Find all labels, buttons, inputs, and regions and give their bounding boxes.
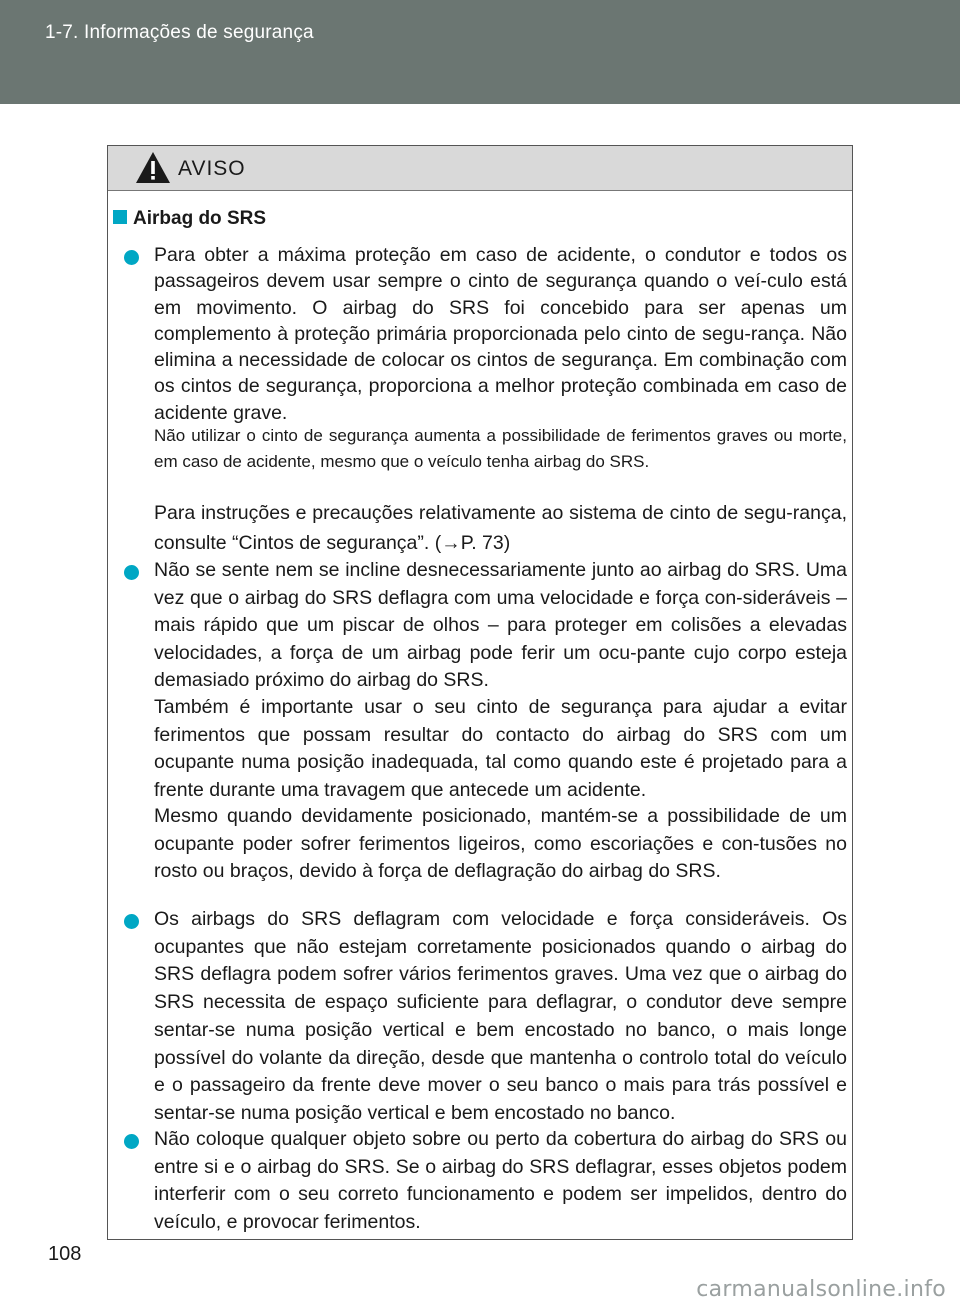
section-title: 1-7. Informações de segurança — [45, 22, 314, 43]
bullet-icon — [124, 565, 139, 580]
page-number: 108 — [48, 1243, 82, 1265]
page-header — [0, 0, 960, 104]
paragraph-6: Mesmo quando devidamente posicionado, mantém-se a possibilidade de um ocupante poder sofrer ferimentos ligeiros, como escoriações e con-tusões no rosto ou braços, devido à força de deflagração do airbag do SRS. — [154, 805, 847, 882]
warning-header — [108, 146, 852, 191]
square-bullet-icon — [113, 210, 127, 224]
subheading-text: Airbag do SRS — [133, 208, 267, 229]
paragraph-4: Não se sente nem se incline desnecessariamente junto ao airbag do SRS. Uma vez que o airbag do SRS deflagra com uma velocidade e força con-sideráveis – mais rápido que um piscar de olhos – para proteger em colisões a elevadas velocidades, a força de um airbag pode ferir um ocu-pante cujo corpo esteja demasiado próximo do airbag do SRS. — [154, 559, 847, 691]
warning-label: AVISO — [178, 157, 246, 180]
paragraph-2: Não utilizar o cinto de segurança aumenta a possibilidade de ferimentos graves ou morte, em caso de acidente, mesmo que o veículo tenha airbag do SRS. — [154, 426, 847, 471]
warning-triangle-icon — [135, 151, 171, 184]
paragraph-8: Não coloque qualquer objeto sobre ou perto da cobertura do airbag do SRS ou entre si e o airbag do SRS. Se o airbag do SRS deflagrar, esses objetos podem interferir com o seu correto funcionamento e podem ser impelidos, dentro do veículo, e provocar ferimentos. — [154, 1128, 847, 1233]
paragraph-5: Também é importante usar o seu cinto de segurança para ajudar a evitar ferimentos que possam resultar do contacto do airbag do SRS com um ocupante numa posição inadequada, tal como quando este é projetado para a frente durante uma travagem que antecede um acidente. — [154, 696, 847, 801]
bullet-icon — [124, 914, 139, 929]
paragraph-7: Os airbags do SRS deflagram com velocidade e força consideráveis. Os ocupantes que não estejam corretamente posicionados quando o airbag do SRS deflagra podem sofrer vários ferimentos graves. Uma vez que o airbag do SRS necessita de espaço suficiente para deflagrar, o condutor deve sempre sentar-se numa posição vertical e bem encostado no banco, o mais longe possível do volante da direção, desde que mantenha o controlo total do veículo e o passageiro da frente deve mover o seu banco o mais para trás possível e sentar-se numa posição vertical e bem encostado no banco. — [154, 908, 847, 1124]
watermark: carmanualsonline.info — [696, 1277, 946, 1302]
bullet-icon — [124, 250, 139, 265]
subheading — [113, 208, 266, 230]
bullet-icon — [124, 1134, 139, 1149]
paragraph-3: Para instruções e precauções relativamente ao sistema de cinto de segu-rança, consulte “Cintos de segurança”. (→P. 73) — [154, 502, 847, 554]
paragraph-1: Para obter a máxima proteção em caso de acidente, o condutor e todos os passageiros devem usar sempre o cinto de segurança quando o veí-culo está em movimento. O airbag do SRS foi concebido para ser apenas um complemento à proteção primária proporcionada pelo cinto de segu-rança. Não elimina a necessidade de colocar os cintos de segurança. Em combinação com os cintos de segurança, proporciona a melhor proteção combinada em caso de acidente grave. — [154, 244, 847, 424]
warning-box — [107, 145, 853, 1240]
